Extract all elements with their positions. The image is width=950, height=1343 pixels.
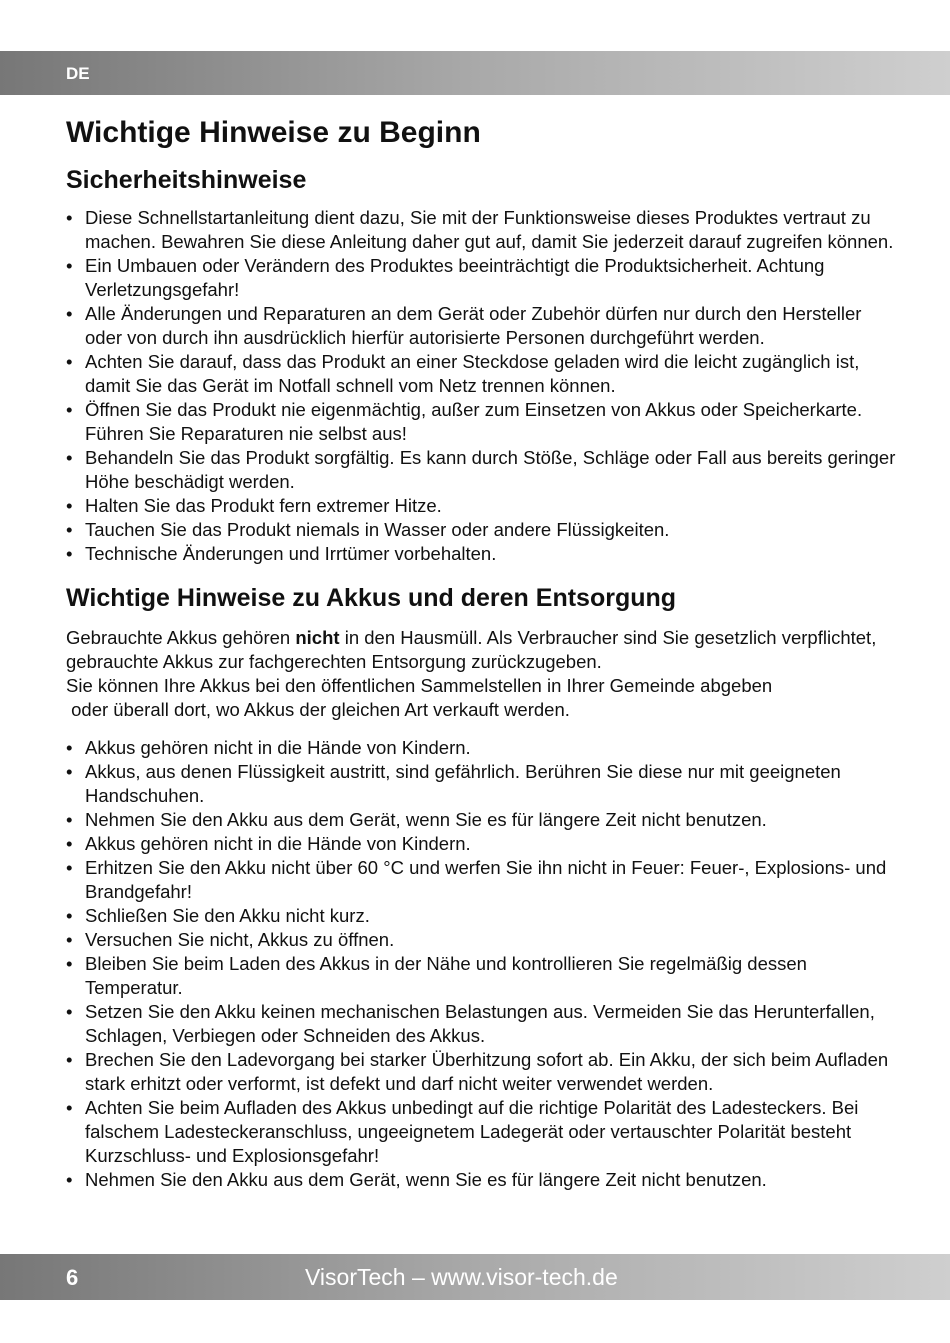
list-item: • Achten Sie darauf, dass das Produkt an einer Steckdose geladen wird die leicht zugänglich ist, damit Sie das Gerät im Notfall schnell vom Netz trennen können. [66,350,896,398]
intro-text-end: in den Hausmüll. Als Verbraucher sind Sie gesetzlich verpflichtet, gebrauchte Akkus zur fachgerechten Entsorgung zurückzugeben. [66,627,877,672]
list-item: • Nehmen Sie den Akku aus dem Gerät, wenn Sie es für längere Zeit nicht benutzen. [66,808,896,832]
page-content [66,114,896,1192]
list-item: • Akkus gehören nicht in die Hände von Kindern. [66,736,896,760]
list-item: • Tauchen Sie das Produkt niemals in Wasser oder andere Flüssigkeiten. [66,518,896,542]
list-item: • Setzen Sie den Akku keinen mechanischen Belastungen aus. Vermeiden Sie das Herunterfallen, Schlagen, Verbiegen oder Schneiden des Akkus. [66,1000,896,1048]
list-item: • Diese Schnellstartanleitung dient dazu, Sie mit der Funktionsweise dieses Produktes vertraut zu machen. Bewahren Sie diese Anleitung daher gut auf, damit Sie jederzeit darauf zugreifen können. [66,206,896,254]
intro-text-start: Gebrauchte Akkus gehören [66,627,296,648]
footer-band [0,1254,950,1300]
list-item: • Alle Änderungen und Reparaturen an dem Gerät oder Zubehör dürfen nur durch den Hersteller oder von durch ihn ausdrücklich hierfür autorisierte Personen durchgeführt werden. [66,302,896,350]
list-item: • Ein Umbauen oder Verändern des Produktes beeinträchtigt die Produktsicherheit. Achtung Verletzungsgefahr! [66,254,896,302]
list-item: • Brechen Sie den Ladevorgang bei starker Überhitzung sofort ab. Ein Akku, der sich beim Aufladen stark erhitzt oder verformt, ist defekt und darf nicht weiter verwendet werden. [66,1048,896,1096]
language-label: DE [66,64,90,83]
list-item: • Halten Sie das Produkt fern extremer Hitze. [66,494,896,518]
list-item: • Erhitzen Sie den Akku nicht über 60 °C und werfen Sie ihn nicht in Feuer: Feuer-, Explosions- und Brandgefahr! [66,856,896,904]
list-item: • Versuchen Sie nicht, Akkus zu öffnen. [66,928,896,952]
battery-intro [66,626,896,674]
list-item: • Öffnen Sie das Produkt nie eigenmächtig, außer zum Einsetzen von Akkus oder Speicherkarte. Führen Sie Reparaturen nie selbst aus! [66,398,896,446]
battery-list [66,736,896,1192]
battery-heading: Wichtige Hinweise zu Akkus und deren Entsorgung [66,584,677,612]
footer-brand: VisorTech – www.visor-tech.de [305,1264,618,1290]
list-item: • Akkus gehören nicht in die Hände von Kindern. [66,832,896,856]
list-item: • Nehmen Sie den Akku aus dem Gerät, wenn Sie es für längere Zeit nicht benutzen. [66,1168,896,1192]
list-item: • Bleiben Sie beim Laden des Akkus in der Nähe und kontrollieren Sie regelmäßig dessen Temperatur. [66,952,896,1000]
page-title: Wichtige Hinweise zu Beginn [66,116,481,149]
list-item: • Akkus, aus denen Flüssigkeit austritt, sind gefährlich. Berühren Sie diese nur mit geeigneten Handschuhen. [66,760,896,808]
list-item: • Schließen Sie den Akku nicht kurz. [66,904,896,928]
list-item: • Achten Sie beim Aufladen des Akkus unbedingt auf die richtige Polarität des Ladesteckers. Bei falschem Ladesteckeranschluss, ungeeignetem Ladegerät oder vertauschter Polarität besteht Kurzschluss- und Explosionsgefahr! [66,1096,896,1168]
battery-intro-2 [66,674,896,722]
list-item: • Technische Änderungen und Irrtümer vorbehalten. [66,542,896,566]
safety-heading: Sicherheitshinweise [66,166,307,194]
intro2-line-2: oder überall dort, wo Akkus der gleichen Art verkauft werden. [66,699,570,720]
safety-list [66,206,896,566]
intro-emphasis: nicht [295,627,340,648]
intro2-line-1: Sie können Ihre Akkus bei den öffentlichen Sammelstellen in Ihrer Gemeinde abgeben [66,675,773,696]
header-band [0,51,950,95]
list-item: • Behandeln Sie das Produkt sorgfältig. Es kann durch Stöße, Schläge oder Fall aus bereits geringer Höhe beschädigt werden. [66,446,896,494]
page-number: 6 [66,1265,79,1290]
